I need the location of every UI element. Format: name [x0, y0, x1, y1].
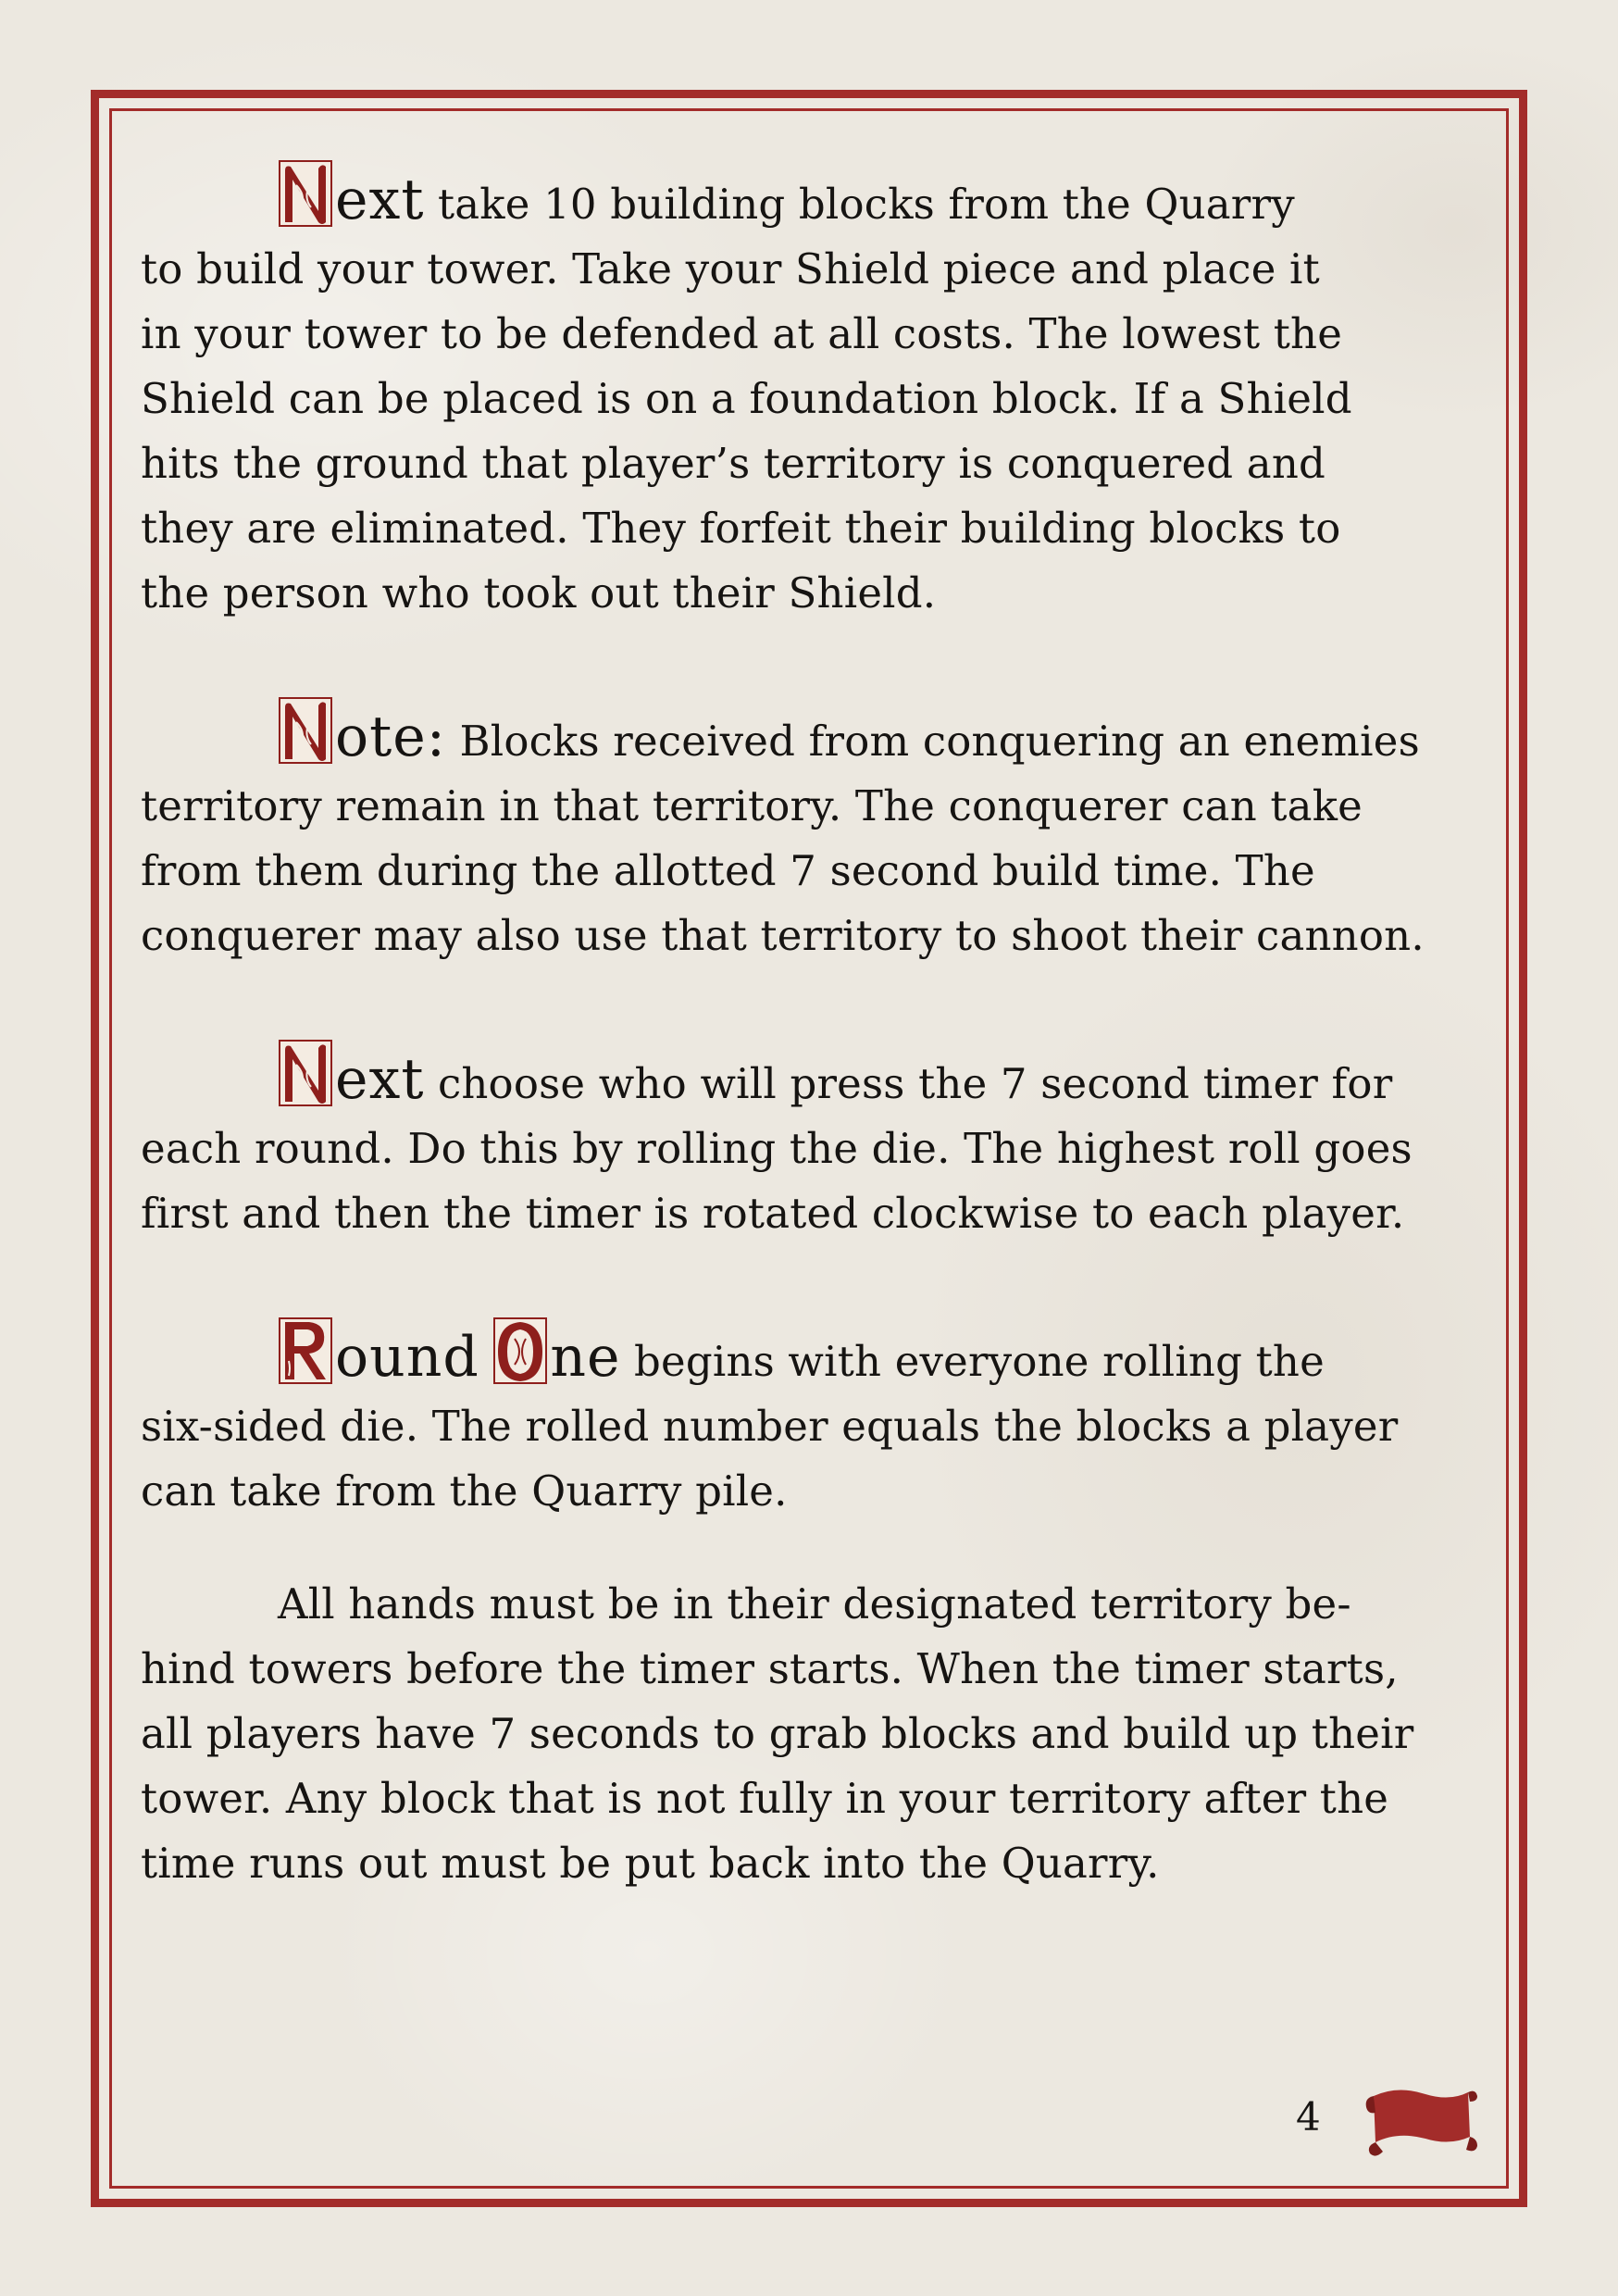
paragraph-next-timer: [141, 1037, 1413, 1246]
paragraph-text-line: the person who took out their Shield.: [141, 568, 937, 618]
paragraph-text-line: choose who will press the 7 second timer for: [424, 1059, 1393, 1108]
illuminated-initial: [278, 1037, 333, 1107]
scroll-icon: [1361, 2081, 1481, 2159]
paragraph-text-line: from them during the allotted 7 second build time. The: [141, 846, 1315, 895]
paragraph-next-blocks: [141, 157, 1352, 626]
paragraph-text-line: in your tower to be defended at all costs. The lowest the: [141, 309, 1343, 358]
paragraph-text-line: territory remain in that territory. The conquerer can take: [141, 781, 1363, 830]
paragraph-text-line: All hands must be in their designated territory be-: [278, 1579, 1351, 1628]
paragraph-text-line: first and then the timer is rotated clockwise to each player.: [141, 1189, 1405, 1238]
paragraph-note: [141, 694, 1425, 968]
lead-word: ote:: [335, 705, 446, 769]
illuminated-initial: [278, 1315, 333, 1385]
paragraph-text-line: Blocks received from conquering an enemies: [445, 717, 1420, 766]
lead-word: ne: [550, 1325, 621, 1390]
paragraph-text-line: take 10 building blocks from the Quarry: [424, 180, 1295, 229]
lead-word: ext: [335, 168, 425, 232]
paragraph-text-line: all players have 7 seconds to grab blocks and build up their: [141, 1709, 1414, 1758]
page-number: 4: [1296, 2094, 1321, 2140]
paragraph-text-line: time runs out must be put back into the Quarry.: [141, 1839, 1160, 1888]
paragraph-text-line: they are eliminated. They forfeit their building blocks to: [141, 504, 1341, 553]
paragraph-first-line: [141, 157, 1352, 237]
paragraph-text-line: can take from the Quarry pile.: [141, 1466, 788, 1516]
illuminated-initial: [278, 157, 333, 228]
paragraph-text-line: to build your tower. Take your Shield piece and place it: [141, 244, 1320, 293]
illuminated-initial: [278, 694, 333, 765]
paragraph-text-line: conquerer may also use that territory to shoot their cannon.: [141, 911, 1425, 960]
illuminated-initial: [492, 1315, 548, 1385]
paragraph-round-one: [141, 1315, 1398, 1524]
paragraph-text-line: six-sided die. The rolled number equals the blocks a player: [141, 1402, 1399, 1451]
paragraph-text-line: hits the ground that player’s territory is conquered and: [141, 439, 1326, 488]
paragraph-first-line: [141, 1315, 1398, 1394]
paragraph-text-line: tower. Any block that is not fully in your territory after the: [141, 1774, 1389, 1823]
paragraph-first-line: [141, 694, 1425, 774]
paragraph-text-line: hind towers before the timer starts. When the timer starts,: [141, 1644, 1399, 1693]
paragraph-text-line: Shield can be placed is on a foundation block. If a Shield: [141, 374, 1352, 423]
paragraph-all-hands: [141, 1572, 1413, 1896]
lead-word: ext: [335, 1047, 425, 1112]
paragraph-first-line: [141, 1037, 1413, 1117]
paragraph-text-line: begins with everyone rolling the: [620, 1337, 1325, 1386]
lead-word: ound: [335, 1325, 479, 1390]
paragraph-text-line: each round. Do this by rolling the die. The highest roll goes: [141, 1124, 1413, 1173]
